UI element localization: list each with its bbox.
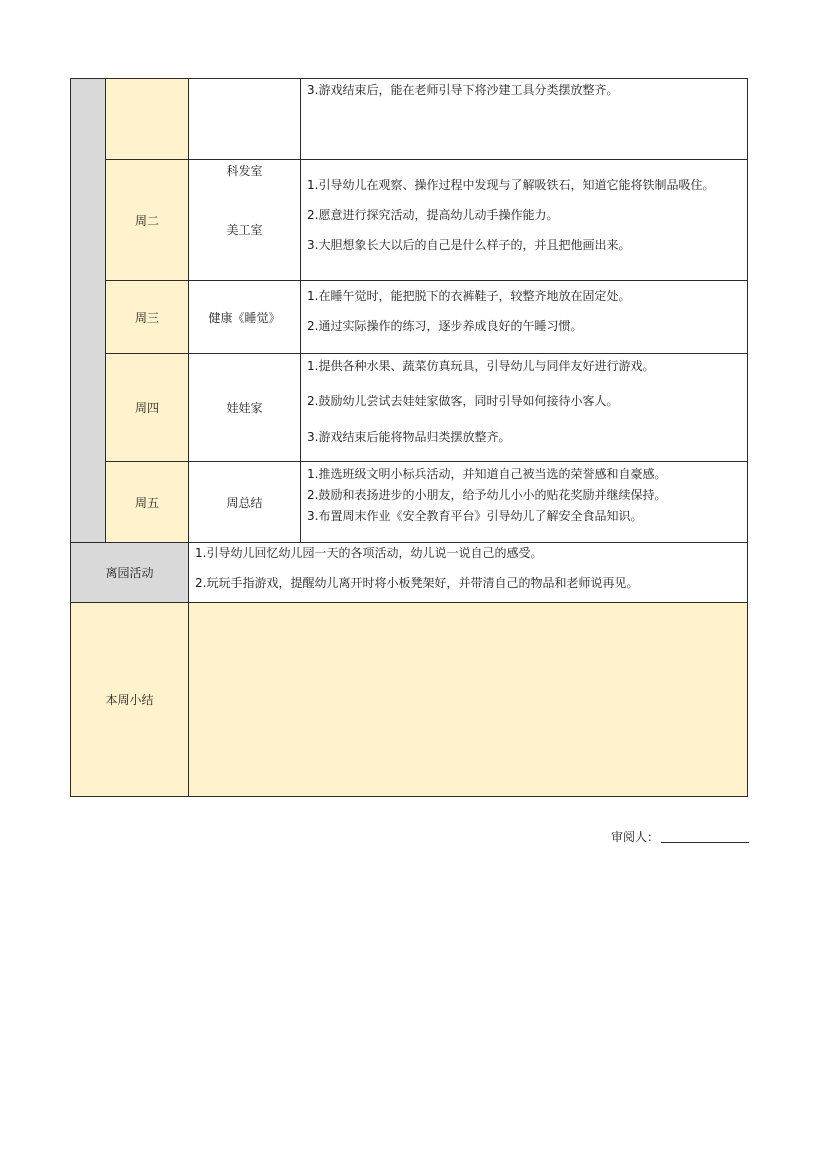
goal-item: 2.鼓励幼儿尝试去娃娃家做客，同时引导如何接待小客人。 [307,394,619,408]
area-label: 健康《睡觉》 [208,310,281,325]
day-cell [105,159,189,281]
leave-label-text: 离园活动 [105,566,154,580]
goal-item: 3.游戏结束后，能在老师引导下将沙建工具分类摆放整齐。 [307,83,619,97]
day-label: 周三 [134,310,159,325]
goal-item: 1.在睡午觉时，能把脱下的衣裤鞋子，较整齐地放在固定处。 [307,289,631,303]
area-cell [188,159,301,281]
goal-item: 2.鼓励和表扬进步的小朋友，给予幼儿小小的贴花奖励并继续保持。 [307,488,667,502]
weekly-summary-content[interactable] [188,602,748,797]
day-cell [105,280,189,354]
goals-cell [300,159,748,281]
area-label: 周总结 [226,495,263,510]
section-column [70,78,106,543]
area-label: 娃娃家 [226,401,263,415]
goal-item: 1.引导幼儿回忆幼儿园一天的各项活动，幼儿说一说自己的感受。 [195,546,543,560]
day-label: 周五 [134,495,159,510]
day-cell [105,78,189,160]
day-label: 周四 [134,401,159,415]
signature-line[interactable] [661,842,749,843]
area-label: 美工室 [226,223,263,237]
weekly-plan-table [71,79,749,798]
goal-item: 2.通过实际操作的练习，逐步养成良好的午睡习惯。 [307,319,583,333]
goal-item: 1.推选班级文明小标兵活动，并知道自己被当选的荣誉感和自豪感。 [307,467,667,481]
goal-item: 2.玩玩手指游戏，提醒幼儿离开时将小板凳架好，并带清自己的物品和老师说再见。 [195,576,639,590]
weekly-summary-label [70,602,189,797]
leave-activity-label [70,542,189,603]
area-cell [188,280,301,354]
goal-item: 1.提供各种水果、蔬菜仿真玩具，引导幼儿与同伴友好进行游戏。 [307,359,655,373]
goals-cell [300,461,748,543]
goal-item: 3.大胆想象长大以后的自己是什么样子的，并且把他画出来。 [307,238,631,252]
leave-activity-content [188,542,748,603]
reviewer-signature [611,826,749,846]
goals-cell [300,78,748,160]
day-label: 周二 [134,213,159,228]
goal-item: 3.布置周末作业《安全教育平台》引导幼儿了解安全食品知识。 [307,509,643,523]
day-cell [105,461,189,543]
area-label: 科发室 [226,164,263,178]
goals-cell [300,353,748,462]
goal-item: 3.游戏结束后能将物品归类摆放整齐。 [307,430,511,444]
summary-label-text: 本周小结 [105,693,154,707]
area-cell [188,353,301,462]
area-cell [188,461,301,543]
goal-item: 2.愿意进行探究活动，提高幼儿动手操作能力。 [307,208,559,222]
reviewer-label: 审阅人： [611,830,660,844]
area-cell [188,78,301,160]
goals-cell [300,280,748,354]
goal-item: 1.引导幼儿在观察、操作过程中发现与了解吸铁石，知道它能将铁制品吸住。 [307,178,715,192]
day-cell [105,353,189,462]
